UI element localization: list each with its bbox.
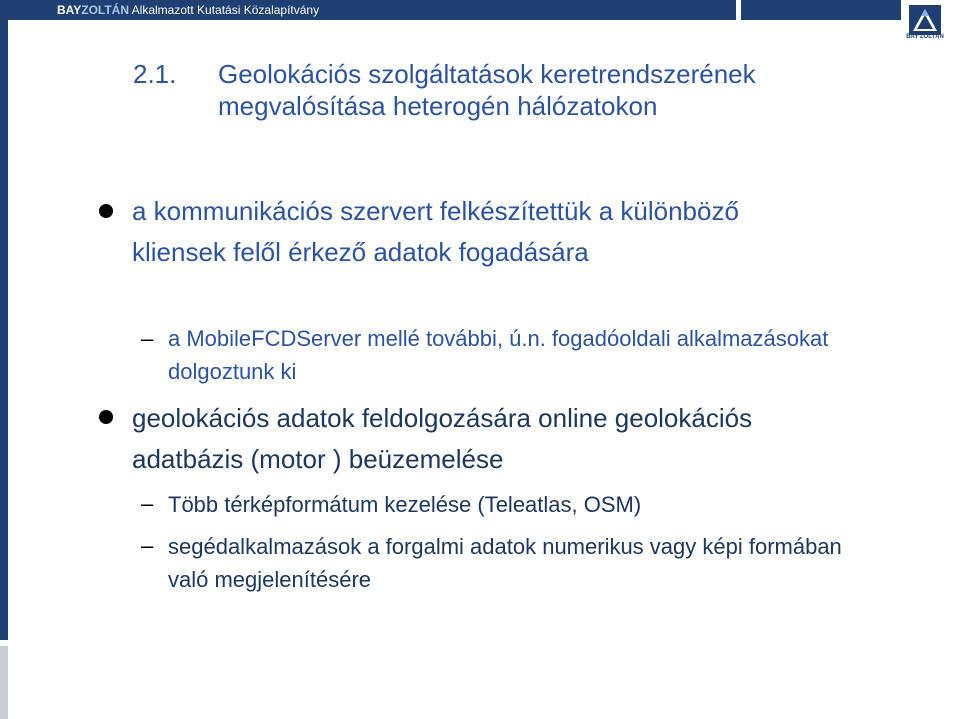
- brand-zoltan: ZOLTÁN: [81, 3, 129, 17]
- brand-bay: BAY: [57, 3, 82, 17]
- header-bar: [0, 0, 736, 20]
- subitem-text: segédalkalmazások a forgalmi adatok numerikus vagy képi formában való megjelenítésére: [168, 534, 842, 592]
- organization-name: [57, 3, 319, 17]
- title-text: Geolokációs szolgáltatások keretrendszerének megvalósítása heterogén hálózatokon: [218, 59, 756, 121]
- dash-marker: –: [141, 326, 154, 351]
- title-number: 2.1.: [133, 59, 177, 89]
- subitem-text: a MobileFCDServer mellé további, ú.n. fogadóoldali alkalmazásokat dolgoztunk ki: [168, 326, 829, 384]
- org-name: Alkalmazott Kutatási Közalapítvány: [129, 3, 320, 17]
- left-accent-bar: [0, 20, 8, 640]
- bullet-text: geolokációs adatok feldolgozására online geolokációs adatbázis (motor ) beüzemelése: [132, 403, 753, 474]
- logo-caption: BAY ZOLTÁN: [906, 34, 944, 40]
- bullet-marker: [99, 204, 113, 218]
- header-bar-right: [741, 0, 901, 20]
- dash-marker: –: [141, 491, 154, 516]
- bullet-marker: [99, 410, 113, 424]
- subitem-text: Több térképformátum kezelése (Teleatlas, OSM): [168, 492, 642, 517]
- left-accent-bar-lower: [0, 646, 8, 719]
- bullet-text: a kommunikációs szervert felkészítettük a különböző kliensek felől érkező adatok fogadására: [132, 196, 739, 267]
- dash-marker: –: [141, 533, 154, 558]
